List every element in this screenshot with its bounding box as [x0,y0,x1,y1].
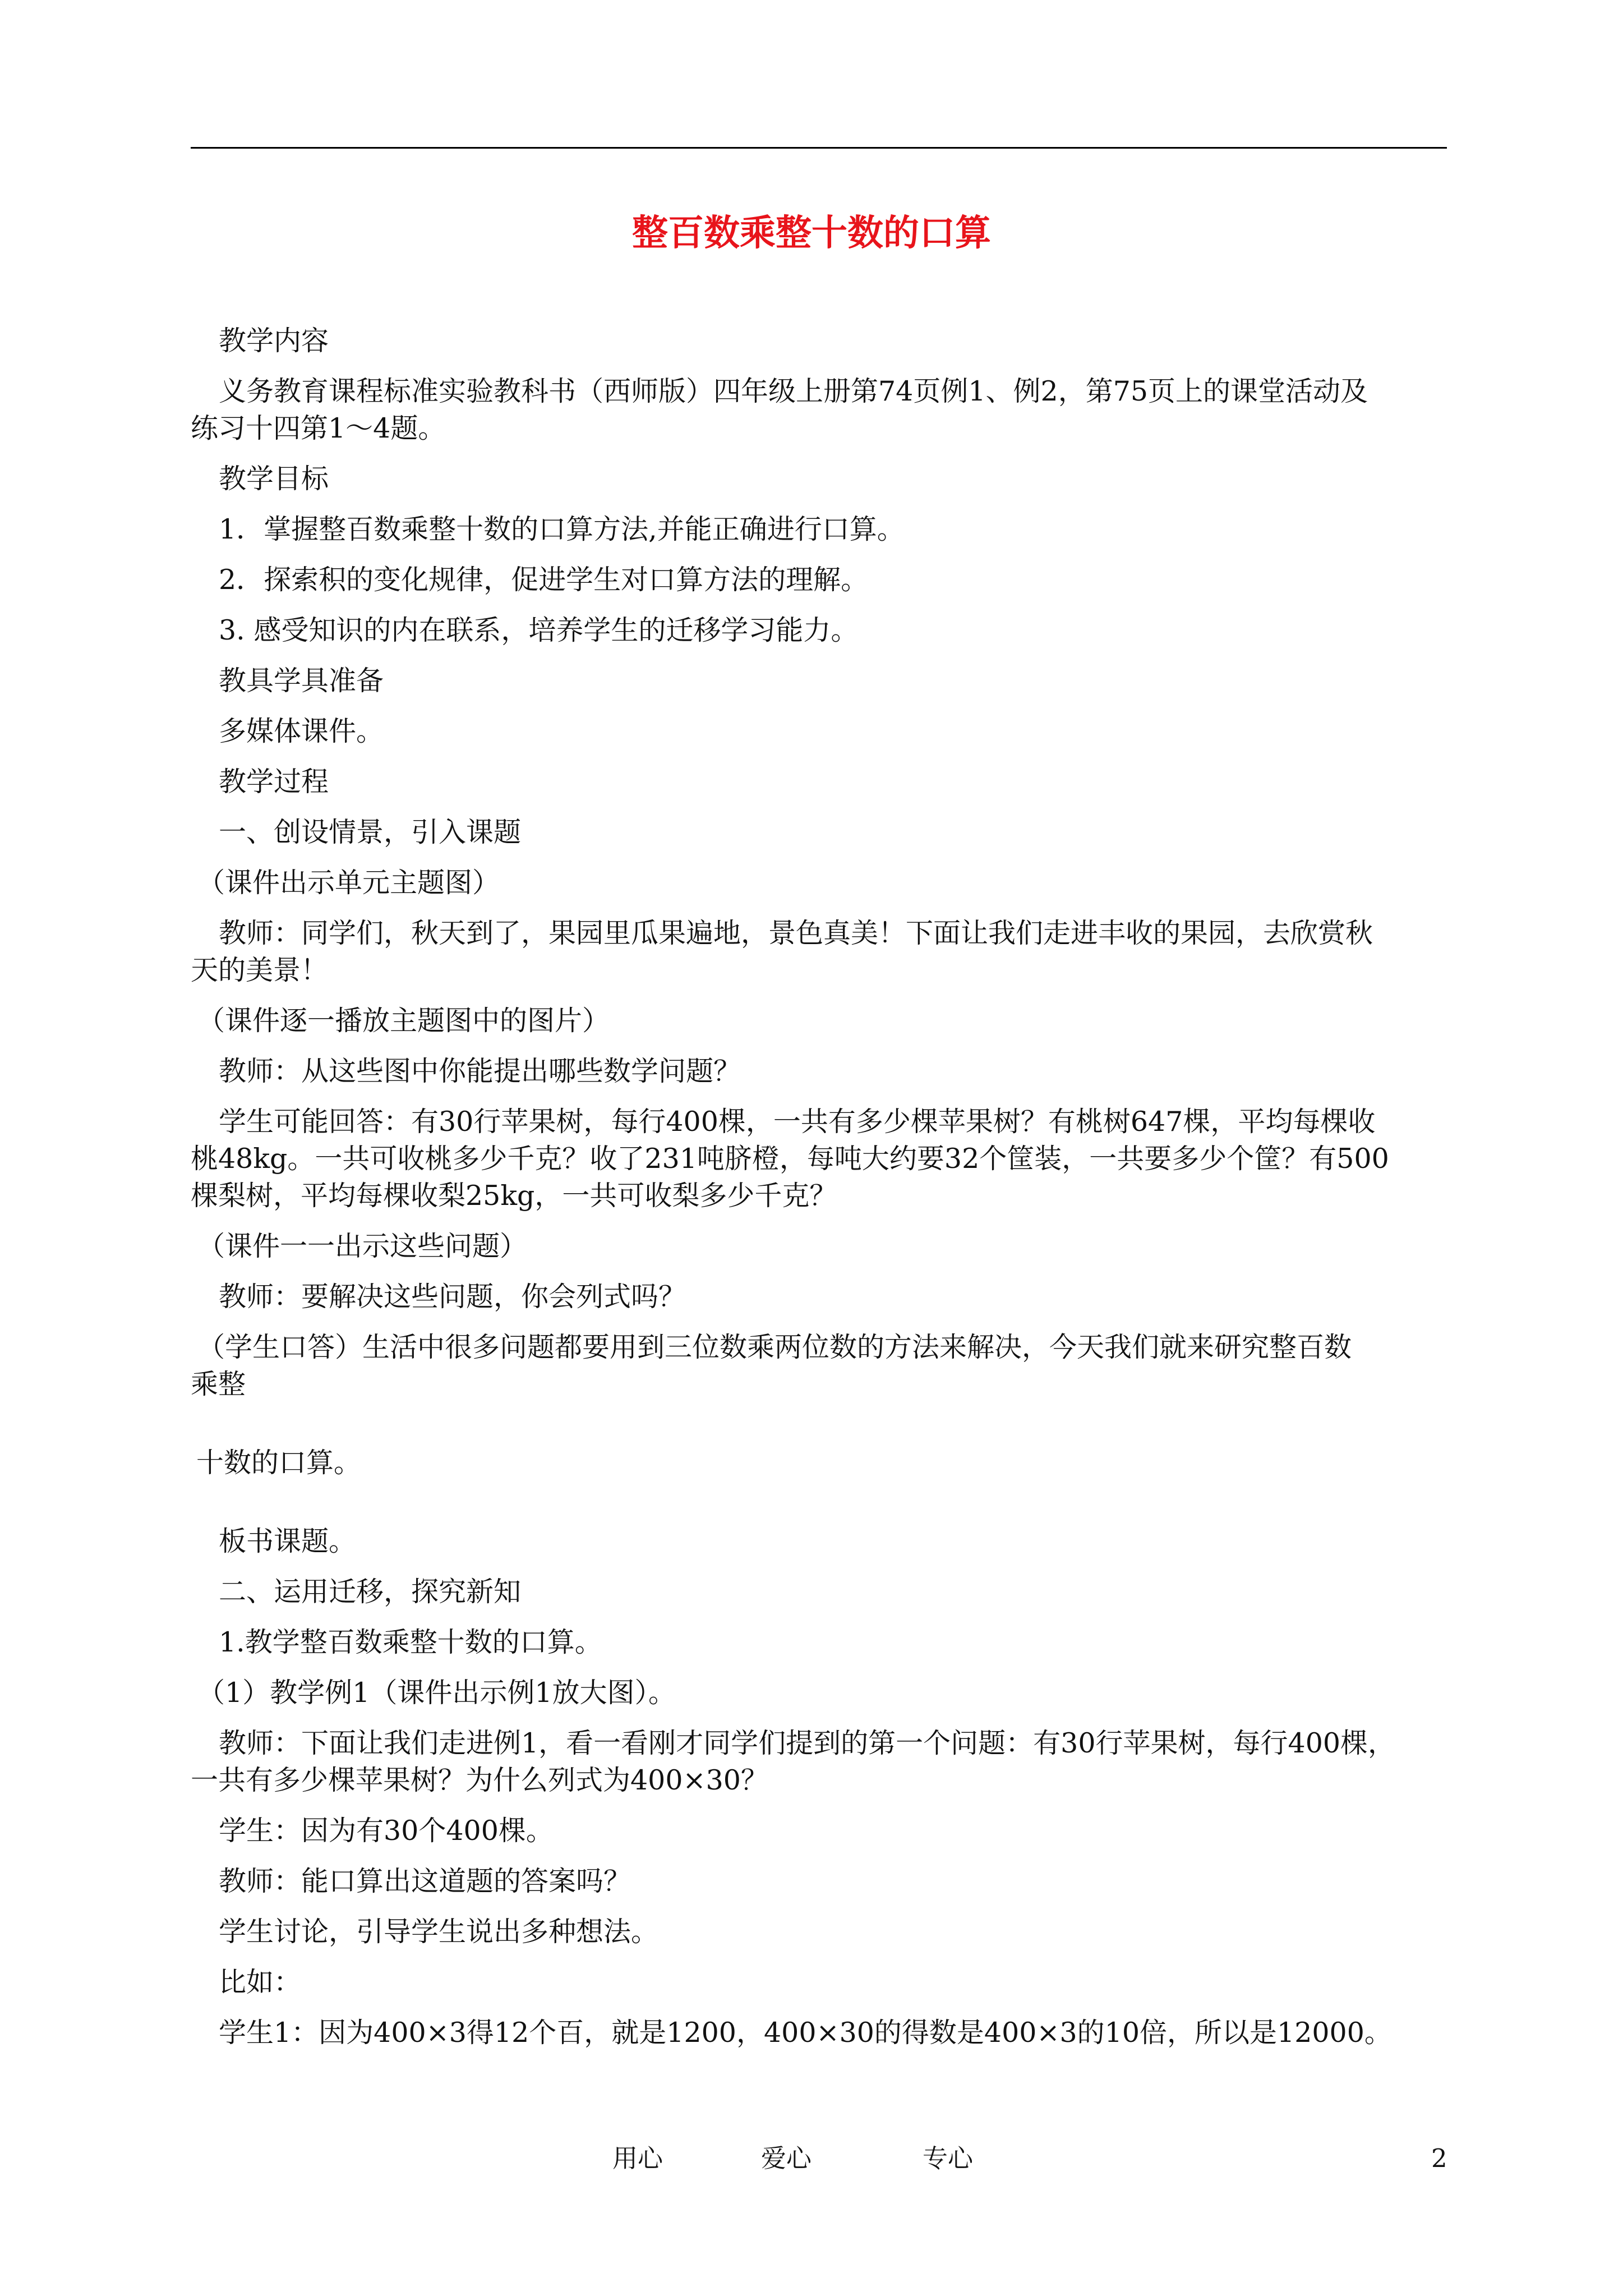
paragraph-line: 义务教育课程标准实验教科书（西师版）四年级上册第74页例1、例2，第75页上的课堂活动及 [219,375,1368,407]
paragraph-line: （课件逐一播放主题图中的图片） [197,1005,610,1037]
page-number: 2 [1431,2143,1447,2173]
paragraph-line: 学生1：因为400×3得12个百，就是1200，400×30的得数是400×3的10倍，所以是12000。 [219,2017,1392,2049]
section-heading-process: 教学过程 [219,766,329,798]
paragraph-line: 教师：要解决这些问题，你会列式吗？ [219,1281,686,1313]
section-heading-materials: 教具学具准备 [219,665,384,697]
paragraph-line: 练习十四第1～4题。 [191,412,446,444]
paragraph-line: 学生：因为有30个400棵。 [219,1815,554,1847]
paragraph-line: （课件出示单元主题图） [197,867,500,899]
objective-item: 3. 感受知识的内在联系，培养学生的迁移学习能力。 [219,614,859,646]
paragraph-line: 比如： [219,1966,302,1998]
footer-motto: 爱心 [761,2143,812,2173]
paragraph-line: 教师：下面让我们走进例1，看一看刚才同学们提到的第一个问题：有30行苹果树，每行400棵， [219,1727,1396,1759]
paragraph-line: 1.教学整百数乘整十数的口算。 [219,1626,602,1658]
paragraph-line: 一共有多少棵苹果树？为什么列式为400×30？ [191,1764,768,1796]
paragraph-line: 教师：能口算出这道题的答案吗？ [219,1865,631,1897]
paragraph-line: 板书课题。 [219,1525,357,1557]
paragraph-line: 天的美景！ [191,954,329,986]
footer-motto: 用心 [612,2143,663,2173]
subsection-heading: 一、创设情景，引入课题 [219,816,522,848]
document-title: 整百数乘整十数的口算 [632,212,991,254]
paragraph-line: 学生可能回答：有30行苹果树，每行400棵，一共有多少棵苹果树？有桃树647棵，平均每棵收 [219,1106,1376,1138]
subsection-heading: 二、运用迁移，探究新知 [219,1576,522,1608]
objective-item: 2．探索积的变化规律，促进学生对口算方法的理解。 [219,564,869,596]
section-heading-objectives: 教学目标 [219,463,329,495]
paragraph-line: 学生讨论，引导学生说出多种想法。 [219,1916,659,1948]
paragraph-line: （1）教学例1（课件出示例1放大图）。 [197,1677,676,1709]
objective-item: 1．掌握整百数乘整十数的口算方法,并能正确进行口算。 [219,513,905,545]
paragraph-line: 多媒体课件。 [219,715,384,747]
paragraph-line: （学生口答）生活中很多问题都要用到三位数乘两位数的方法来解决，今天我们就来研究整百数 [197,1331,1352,1363]
footer-motto: 专心 [923,2143,974,2173]
header-rule [191,147,1447,149]
paragraph-line: 桃48kg。一共可收桃多少千克？收了231吨脐橙，每吨大约要32个筐装，一共要多少个筐？有500 [191,1143,1389,1175]
section-heading-content: 教学内容 [219,325,329,357]
paragraph-line: 教师：从这些图中你能提出哪些数学问题？ [219,1055,741,1087]
paragraph-line: 棵梨树，平均每棵收梨25kg，一共可收梨多少千克？ [191,1180,837,1212]
paragraph-line: 教师：同学们，秋天到了，果园里瓜果遍地，景色真美！下面让我们走进丰收的果园，去欣赏秋 [219,917,1373,949]
paragraph-line: 十数的口算。 [196,1447,362,1479]
paragraph-line: （课件一一出示这些问题） [197,1230,528,1262]
paragraph-line: 乘整 [191,1368,246,1400]
